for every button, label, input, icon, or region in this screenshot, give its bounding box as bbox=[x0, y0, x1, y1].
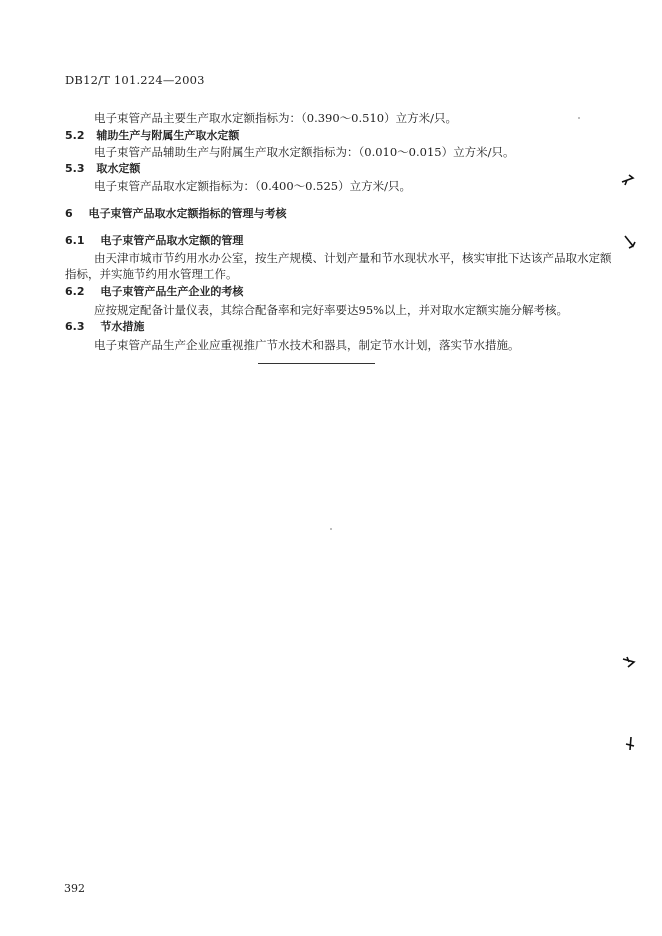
scan-mark-icon bbox=[624, 736, 636, 752]
section-6-1-heading bbox=[65, 234, 243, 248]
scan-mark-icon bbox=[623, 234, 637, 250]
section-6-1-paragraph-line-1: 由天津市城市节约用水办公室，按生产规模、计划产量和节水现状水平，核实审批下达该产品取水定额 bbox=[94, 251, 612, 265]
scan-dot bbox=[330, 528, 332, 530]
scan-mark-icon bbox=[621, 172, 635, 186]
section-title: 取水定额 bbox=[96, 162, 141, 175]
section-6-2-paragraph: 应按规定配备计量仪表，其综合配备率和完好率要达95%以上，并对取水定额实施分解考核。 bbox=[94, 303, 569, 317]
end-separator-line bbox=[258, 363, 375, 364]
section-6-3-heading bbox=[65, 320, 144, 334]
section-number: 6 bbox=[65, 207, 73, 220]
main-quota-paragraph: 电子束管产品主要生产取水定额指标为：（0.390～0.510）立方米/只。 bbox=[94, 111, 457, 125]
section-title: 辅助生产与附属生产取水定额 bbox=[96, 129, 240, 142]
section-5-2-heading bbox=[65, 129, 239, 143]
section-number: 6.2 bbox=[65, 285, 85, 298]
section-5-2-paragraph: 电子束管产品辅助生产与附属生产取水定额指标为：（0.010～0.015）立方米/只。 bbox=[94, 145, 515, 159]
section-title: 电子束管产品取水定额的管理 bbox=[100, 234, 244, 247]
section-6-1-paragraph-line-2: 指标，并实施节约用水管理工作。 bbox=[65, 267, 238, 281]
section-5-3-paragraph: 电子束管产品取水定额指标为：（0.400～0.525）立方米/只。 bbox=[94, 179, 411, 193]
section-title: 电子束管产品取水定额指标的管理与考核 bbox=[88, 207, 287, 220]
section-6-3-paragraph: 电子束管产品生产企业应重视推广节水技术和器具，制定节水计划，落实节水措施。 bbox=[94, 338, 520, 352]
section-number: 6.3 bbox=[65, 320, 85, 333]
section-number: 5.2 bbox=[65, 129, 85, 142]
section-number: 6.1 bbox=[65, 234, 85, 247]
standard-code: DB12/T 101.224—2003 bbox=[65, 73, 205, 87]
section-title: 电子束管产品生产企业的考核 bbox=[100, 285, 244, 298]
section-number: 5.3 bbox=[65, 162, 85, 175]
section-title: 节水措施 bbox=[100, 320, 145, 333]
scan-dot bbox=[578, 117, 580, 119]
section-6-heading bbox=[65, 207, 287, 221]
page-number: 392 bbox=[64, 882, 85, 895]
section-5-3-heading bbox=[65, 162, 140, 176]
section-6-2-heading bbox=[65, 285, 243, 299]
scan-mark-icon bbox=[622, 655, 636, 669]
